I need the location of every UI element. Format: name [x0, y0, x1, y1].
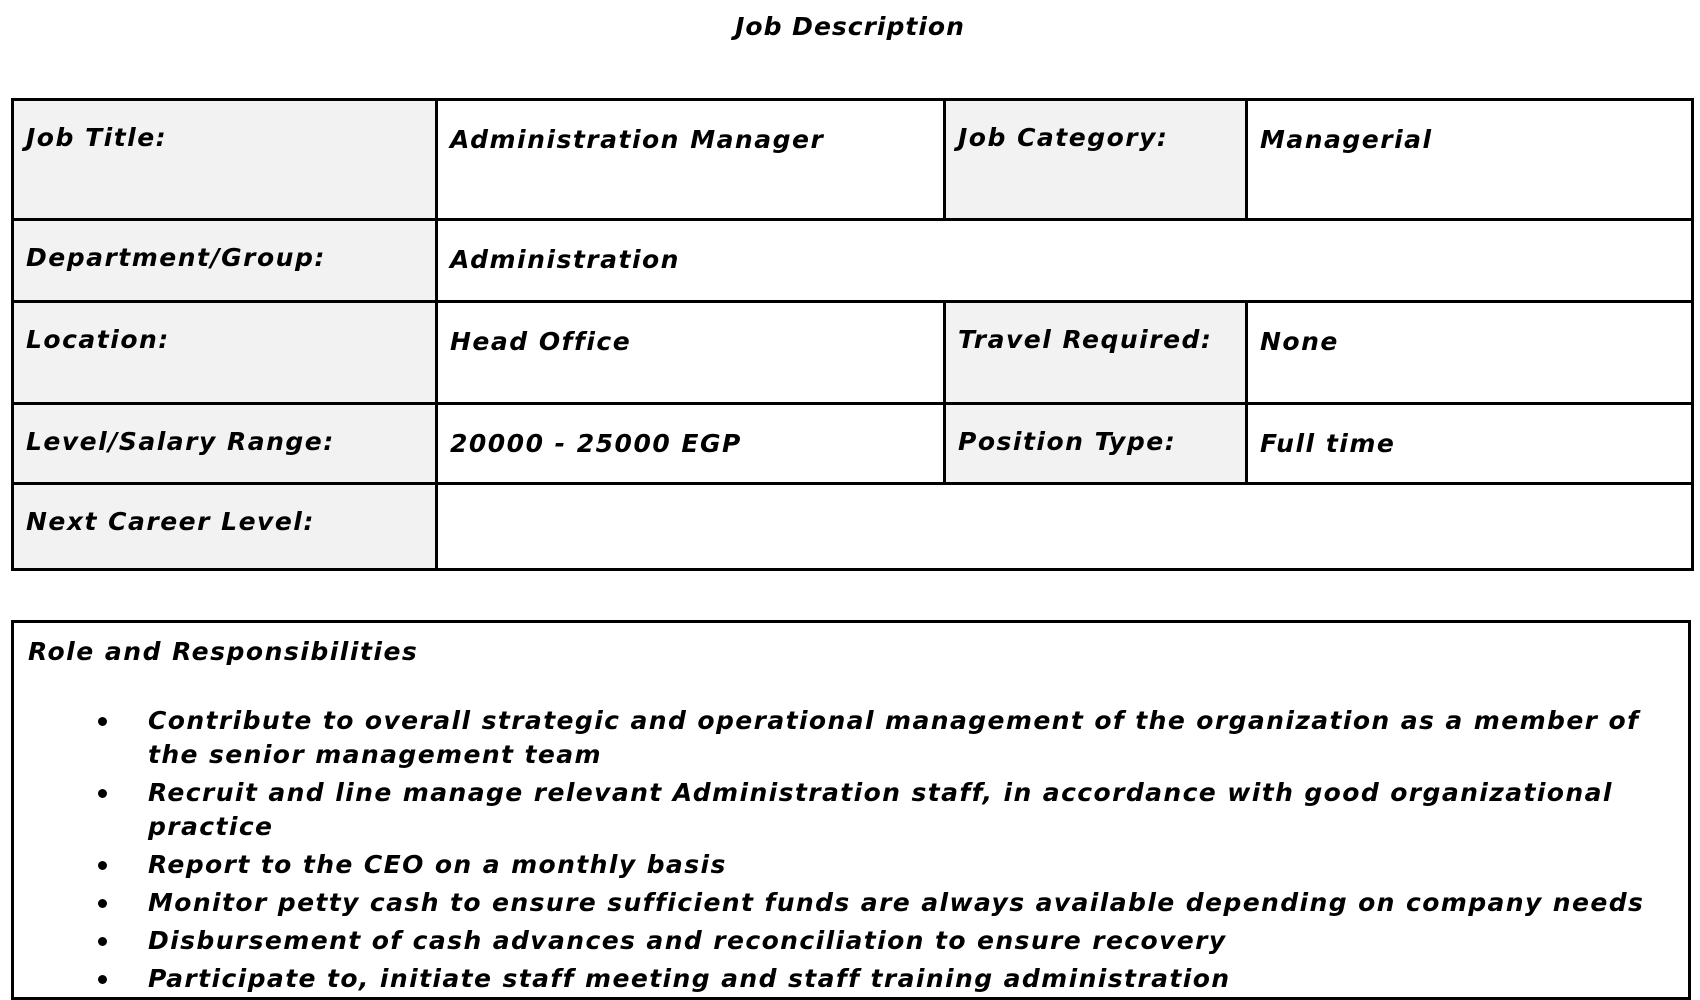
location-value: Head Office [437, 302, 945, 404]
travel-required-label: Travel Required: [945, 302, 1247, 404]
bullet-icon [98, 899, 107, 908]
responsibilities-list [28, 704, 1675, 996]
next-career-level-label: Next Career Level: [13, 484, 437, 570]
responsibility-text: Monitor petty cash to ensure sufficient funds are always available depending on company needs [148, 888, 1645, 917]
job-category-label: Job Category: [945, 100, 1247, 220]
list-item [28, 776, 1675, 844]
responsibility-text: Contribute to overall strategic and operational management of the organization as a member of the senior management team [148, 706, 1640, 769]
job-info-table [11, 98, 1694, 571]
job-title-value: Administration Manager [437, 100, 945, 220]
bullet-icon [98, 937, 107, 946]
responsibility-text: Report to the CEO on a monthly basis [148, 850, 727, 879]
bullet-icon [98, 861, 107, 870]
table-row [13, 302, 1693, 404]
table-row [13, 404, 1693, 484]
department-label: Department/Group: [13, 220, 437, 302]
list-item [28, 924, 1675, 958]
position-type-label: Position Type: [945, 404, 1247, 484]
responsibility-text: Disbursement of cash advances and reconciliation to ensure recovery [148, 926, 1227, 955]
list-item [28, 848, 1675, 882]
travel-required-value: None [1247, 302, 1693, 404]
salary-range-value: 20000 - 25000 EGP [437, 404, 945, 484]
location-label: Location: [13, 302, 437, 404]
roles-title: Role and Responsibilities [28, 637, 419, 666]
bullet-icon [98, 789, 107, 798]
page-title: Job Description [735, 12, 965, 41]
roles-section [11, 620, 1691, 1000]
responsibility-text: Recruit and line manage relevant Administration staff, in accordance with good organizational practice [148, 778, 1613, 841]
list-item [28, 962, 1675, 996]
next-career-level-value [437, 484, 1693, 570]
salary-range-label: Level/Salary Range: [13, 404, 437, 484]
responsibility-text: Participate to, initiate staff meeting and staff training administration [148, 964, 1231, 993]
job-category-value: Managerial [1247, 100, 1693, 220]
position-type-value: Full time [1247, 404, 1693, 484]
table-row [13, 220, 1693, 302]
bullet-icon [98, 717, 107, 726]
list-item [28, 704, 1675, 772]
bullet-icon [98, 975, 107, 984]
list-item [28, 886, 1675, 920]
table-row [13, 100, 1693, 220]
department-value: Administration [437, 220, 1693, 302]
job-title-label: Job Title: [13, 100, 437, 220]
table-row [13, 484, 1693, 570]
